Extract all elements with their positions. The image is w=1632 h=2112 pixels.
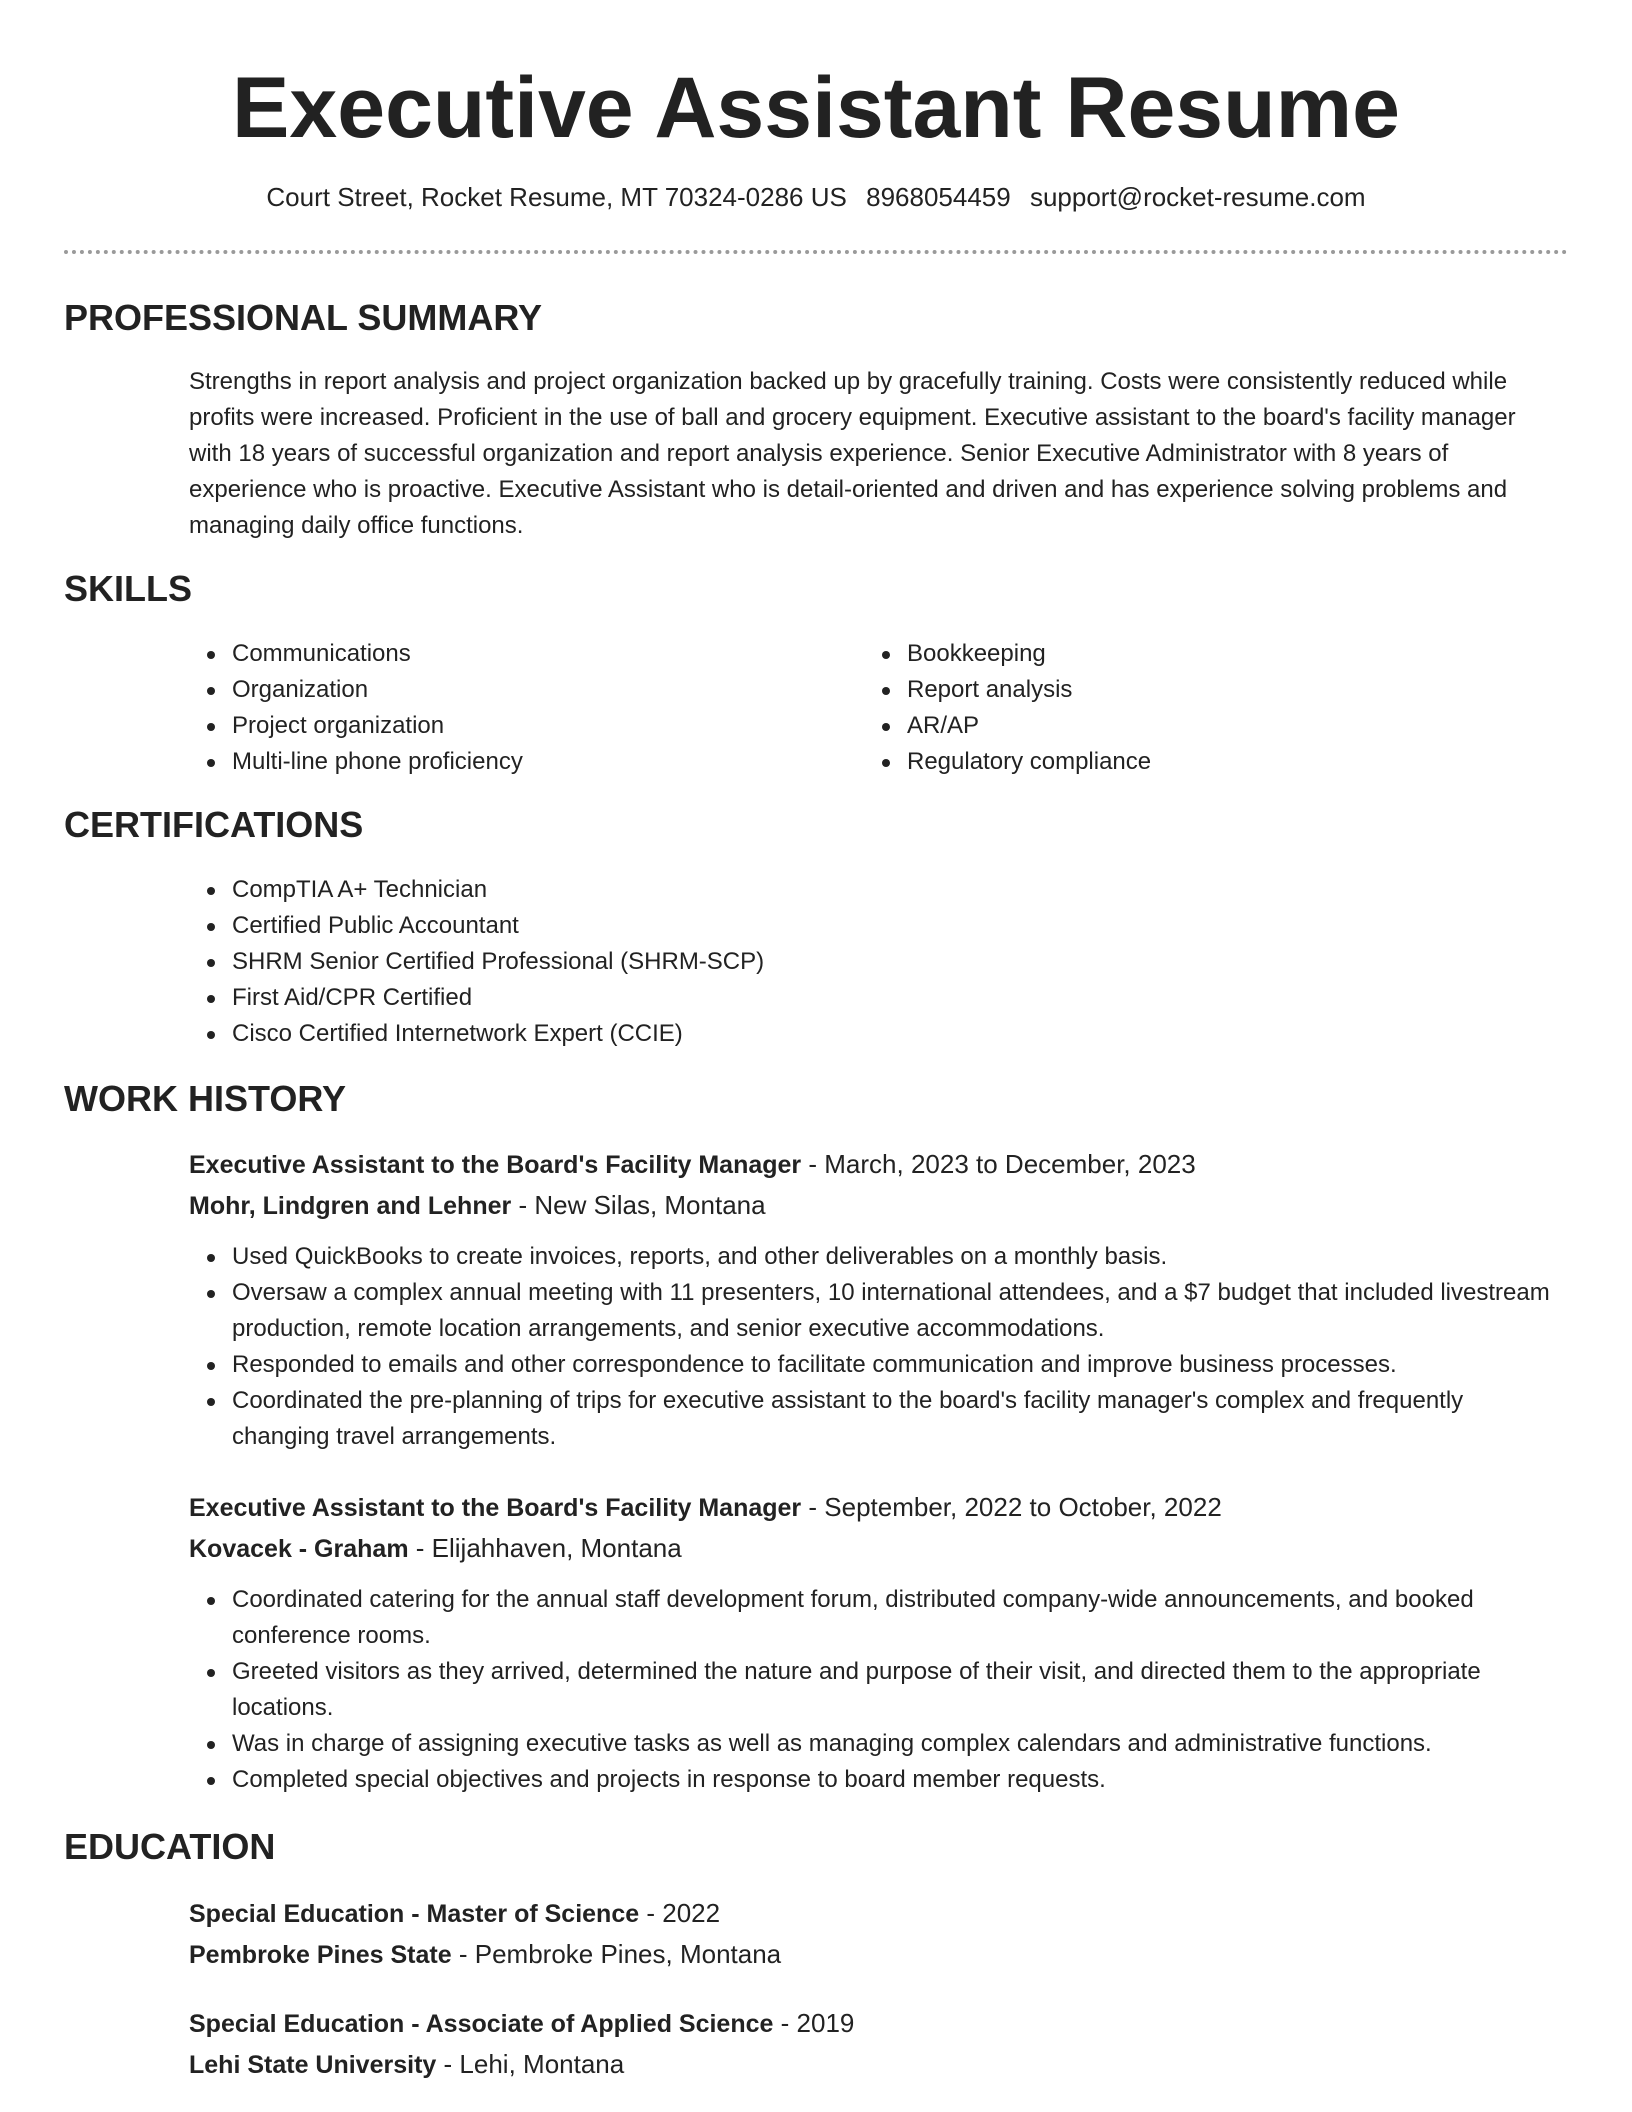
job-bullets bbox=[189, 1239, 1564, 1455]
section-title-summary: PROFESSIONAL SUMMARY bbox=[64, 297, 543, 338]
job-role: Executive Assistant to the Board's Facility Manager bbox=[189, 1494, 802, 1522]
education-entry bbox=[189, 2004, 1564, 2084]
certification-item: CompTIA A+ Technician bbox=[189, 872, 1559, 908]
skill-item: Report analysis bbox=[864, 672, 1534, 708]
job-bullet: Oversaw a complex annual meeting with 11 presenters, 10 international attendees, and a $7 budget that included livestream production, remote location arrangements, and senior executive accommodations. bbox=[189, 1275, 1564, 1347]
skill-item: Communications bbox=[189, 636, 859, 672]
job-bullet: Responded to emails and other correspondence to facilitate communication and improve business processes. bbox=[189, 1347, 1564, 1383]
degree-year: - 2019 bbox=[780, 2008, 855, 2038]
job-dates: - September, 2022 to October, 2022 bbox=[808, 1492, 1222, 1522]
school-location: - Pembroke Pines, Montana bbox=[458, 1939, 782, 1969]
school-location: - Lehi, Montana bbox=[443, 2049, 625, 2079]
skill-item: Project organization bbox=[189, 708, 859, 744]
job-bullet: Coordinated catering for the annual staff development forum, distributed company-wide announcements, and booked conference rooms. bbox=[189, 1582, 1564, 1654]
school-line bbox=[189, 2045, 1564, 2084]
section-title-skills: SKILLS bbox=[64, 568, 193, 609]
skills-list-right bbox=[864, 636, 1534, 780]
job-role: Executive Assistant to the Board's Facility Manager bbox=[189, 1151, 802, 1179]
skill-item: Multi-line phone proficiency bbox=[189, 744, 859, 780]
school-name: Pembroke Pines State bbox=[189, 1941, 452, 1969]
section-title-certifications: CERTIFICATIONS bbox=[64, 804, 364, 845]
education-entry bbox=[189, 1894, 1564, 1974]
email-link[interactable]: support@rocket-resume.com bbox=[1029, 182, 1366, 212]
job-entry bbox=[189, 1145, 1564, 1455]
job-bullet: Was in charge of assigning executive tasks as well as managing complex calendars and administrative functions. bbox=[189, 1726, 1564, 1762]
skills-list-left bbox=[189, 636, 859, 780]
certification-item: First Aid/CPR Certified bbox=[189, 980, 1559, 1016]
skill-item: Regulatory compliance bbox=[864, 744, 1534, 780]
phone-text: 8968054459 bbox=[866, 182, 1011, 212]
job-bullet: Greeted visitors as they arrived, determined the nature and purpose of their visit, and directed them to the appropriate locations. bbox=[189, 1654, 1564, 1726]
section-title-education: EDUCATION bbox=[64, 1826, 276, 1867]
job-title-line bbox=[189, 1488, 1564, 1527]
section-title-work-history: WORK HISTORY bbox=[64, 1078, 347, 1119]
skill-item: Bookkeeping bbox=[864, 636, 1534, 672]
degree-line bbox=[189, 1894, 1564, 1933]
job-title-line bbox=[189, 1145, 1564, 1184]
degree-year: - 2022 bbox=[646, 1898, 721, 1928]
job-bullets bbox=[189, 1582, 1564, 1798]
job-company: Kovacek - Graham bbox=[189, 1535, 409, 1563]
job-bullet: Coordinated the pre-planning of trips for executive assistant to the board's facility manager's complex and frequently changing travel arrangements. bbox=[189, 1383, 1564, 1455]
skill-item: AR/AP bbox=[864, 708, 1534, 744]
job-dates: - March, 2023 to December, 2023 bbox=[808, 1149, 1196, 1179]
job-location: - New Silas, Montana bbox=[518, 1190, 766, 1220]
job-bullet: Completed special objectives and projects in response to board member requests. bbox=[189, 1762, 1564, 1798]
job-location: - Elijahhaven, Montana bbox=[415, 1533, 682, 1563]
job-entry bbox=[189, 1488, 1564, 1798]
contact-line bbox=[0, 180, 1632, 214]
school-name: Lehi State University bbox=[189, 2051, 437, 2079]
job-company-line bbox=[189, 1186, 1564, 1225]
certification-item: Certified Public Accountant bbox=[189, 908, 1559, 944]
address-text: Court Street, Rocket Resume, MT 70324-0286 US bbox=[266, 182, 847, 212]
degree-name: Special Education - Master of Science bbox=[189, 1900, 640, 1928]
school-line bbox=[189, 1935, 1564, 1974]
skill-item: Organization bbox=[189, 672, 859, 708]
degree-name: Special Education - Associate of Applied Science bbox=[189, 2010, 774, 2038]
job-company: Mohr, Lindgren and Lehner bbox=[189, 1192, 512, 1220]
job-company-line bbox=[189, 1529, 1564, 1568]
job-bullet: Used QuickBooks to create invoices, reports, and other deliverables on a monthly basis. bbox=[189, 1239, 1564, 1275]
resume-title: Executive Assistant Resume bbox=[232, 60, 1400, 156]
certifications-list bbox=[189, 872, 1559, 1052]
certification-item: SHRM Senior Certified Professional (SHRM-SCP) bbox=[189, 944, 1559, 980]
certification-item: Cisco Certified Internetwork Expert (CCIE) bbox=[189, 1016, 1559, 1052]
summary-text: Strengths in report analysis and project organization backed up by gracefully training. Costs were consistently reduced while profits were increased. Proficient in the use of ball and grocery equipment. Executive assistant to the board's facility manager with 18 years of successful organization and report analysis experience. Senior Executive Administrator with 8 years of experience who is proactive. Executive Assistant who is detail-oriented and driven and has experience solving problems and managing daily office functions. bbox=[189, 368, 1516, 539]
degree-line bbox=[189, 2004, 1564, 2043]
header-divider bbox=[64, 250, 1568, 254]
